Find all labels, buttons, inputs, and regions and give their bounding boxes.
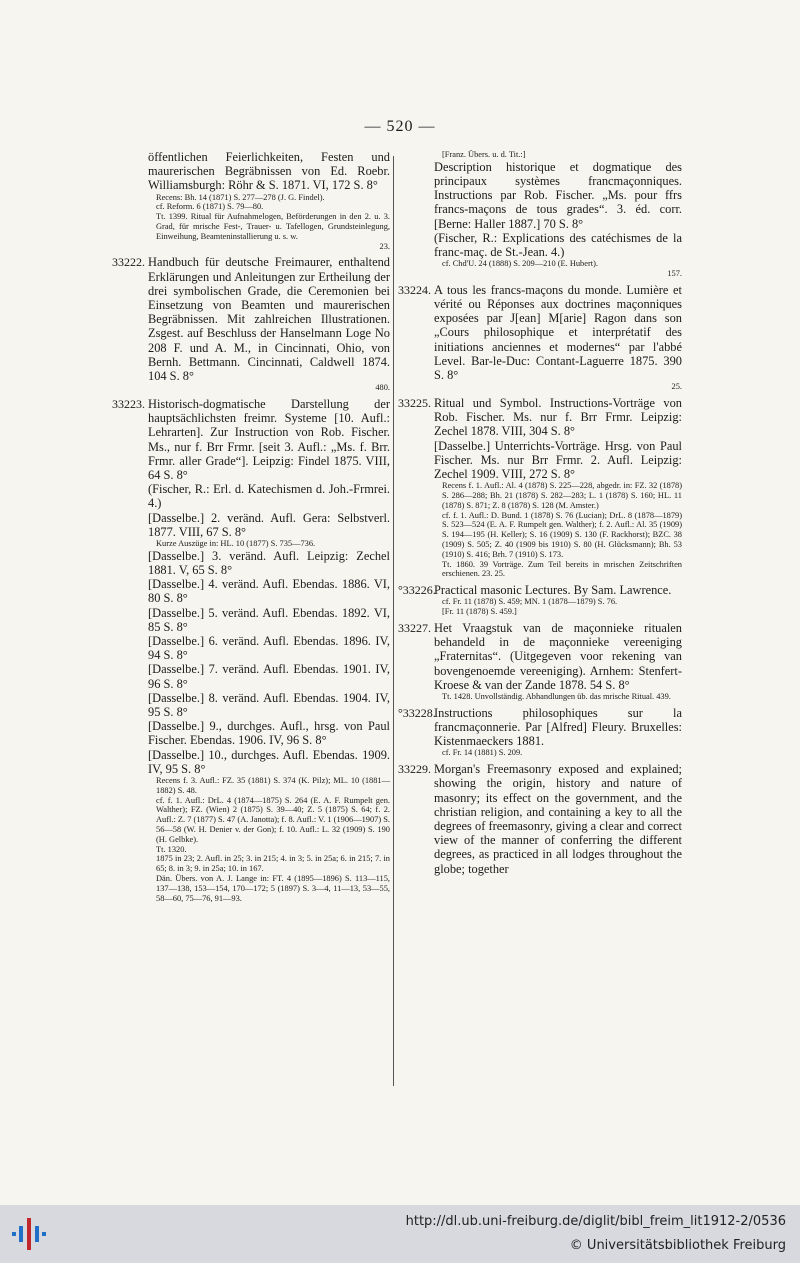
ub-freiburg-logo-icon[interactable] — [10, 1216, 48, 1252]
entry-note: cf. Reform. 6 (1871) S. 79—80. — [156, 202, 264, 212]
entry-note: cf. Chd'U. 24 (1888) S. 209—210 (E. Hubert). — [442, 259, 598, 269]
bibliography-entry — [398, 396, 682, 579]
entry-text: [Dasselbe.] 2. veränd. Aufl. Gera: Selbstverl. 1877. VIII, 67 S. 8° — [148, 510, 390, 539]
entry-note: cf. f. 1. Aufl.: D. Bund. 1 (1878) S. 76 (Lucian); DrL. 8 (1878—1879) S. 523—524 (E. A. F. Rumpelt gen. Walther); f. 2. Aufl.: Al. 35 (1909) S. 194—195 (H. Keller); S. 16 (1909) S. 130 (F. Rackhorst); BZC. 38 (1909) S. 505; Z. 40 (1909 bis 1910) S. 80 (H. Glücksmann); Bh. 53 (1910) S. 416; Brh. 7 (1910) S. 173. — [442, 510, 682, 559]
entry-number: °33228. — [398, 705, 436, 720]
entry-number: 33223. — [112, 397, 145, 412]
entry-note: Recens: Bh. 14 (1871) S. 277—278 (J. G. Findel). — [156, 192, 325, 202]
bibliography-entry — [398, 621, 682, 702]
bibliography-entry — [398, 706, 682, 758]
entry-text: [Dasselbe.] 3. veränd. Aufl. Leipzig: Zechel 1881. V, 65 S. 8° — [148, 548, 390, 578]
entry-note: cf. f. 1. Aufl.: DrL. 4 (1874—1875) S. 264 (E. A. F. Rumpelt gen. Walther); FZ. (Wien) 2 (1875) S. 39—40; Z. 5 (1875) S. 64; f. 2. Aufl.: Z. 7 (1877) S. 47 (A. Janotta); f. 8. Aufl.: V. 1 (1906—1907) S. 56—58 (W. H. Denier v. der Gon); f. 10. Aufl.: L. 32 (1909) S. 190 (H. Gelbke). — [156, 795, 390, 844]
column-left — [112, 150, 390, 907]
entry-note: [Fr. 11 (1878) S. 459.] — [442, 607, 517, 617]
entry-text: A tous les francs-maçons du monde. Lumière et vérité ou Réponses aux doctrines maçonniques exposées par J[ean] M[arie] Ragon dans son „Cours philosophique et interprétatif des initiations anciennes et modernes“ par l'abbé Level. Bar-le-Duc: Contant-Laguerre 1875. 390 S. 8° — [434, 282, 682, 383]
page-number: — 520 — — [364, 118, 436, 135]
entry-body — [434, 706, 682, 758]
entry-note: Recens f. 1. Aufl.: Al. 4 (1878) S. 225—228, abgedr. in: FZ. 32 (1878) S. 286—288; Bh. 21 (1878) S. 282—283; L. 1 (1878) S. 160; HL. 11 (1878) S. 871; Z. 8 (1878) S. 128 (M. Amster.) — [442, 481, 682, 510]
copyright-text: © Universitätsbibliothek Freiburg — [569, 1238, 786, 1253]
entry-number: °33226. — [398, 583, 436, 598]
bibliography-entry — [398, 583, 682, 617]
bibliography-entry — [112, 255, 390, 393]
entry-body — [434, 762, 682, 876]
entry-text: [Dasselbe.] 5. veränd. Aufl. Ebendas. 1892. VI, 85 S. 8° — [148, 605, 390, 634]
entry-number: 33227. — [398, 621, 431, 636]
entry-body — [148, 397, 390, 903]
entry-text: [Dasselbe.] 6. veränd. Aufl. Ebendas. 1896. IV, 94 S. 8° — [148, 634, 390, 663]
entry-note: 1875 in 23; 2. Aufl. in 25; 3. in 215; 4. in 3; 5. in 25a; 6. in 215; 7. in 65; 8. in 3; 9. in 25a; 10. in 167. — [156, 854, 390, 874]
entry-body — [434, 621, 682, 702]
entry-text: Historisch-dogmatische Darstellung der hauptsächlichsten freimr. Systeme [10. Aufl.: Lehrarten]. Zur Instruction von Rob. Fischer. Ms., nur f. Brr Frmr. [seit 3. Aufl.: „Ms. f. Brr. Frmr. aller Grade“]. Leipzig: Findel 1875. VIII, 64 S. 8° — [148, 397, 390, 483]
entry-text: Morgan's Freemasonry exposed and explained; showing the origin, history and nature of masonry; its effect on the government, and the christian religion, and containing a key to all the degrees of freemasonry, giving a clear and correct view of the manner of conferring the different degrees, as practiced in all lodges throughout the globe; together — [434, 762, 682, 876]
entry-body — [434, 583, 682, 617]
library-sigla: 480. — [375, 383, 390, 393]
entry-note: Tt. 1428. Unvollständig. Abhandlungen üb. das mrische Ritual. 439. — [442, 692, 671, 702]
bibliography-entry — [112, 397, 390, 903]
entry-body — [434, 396, 682, 579]
entry-text: Het Vraagstuk van de maçonnieke ritualen behandeld in de maçonnieke vereeniging „Fraternitas“. (Uitgegeven voor rekening van bovengenoemde vereeniging). Arnhem: Stenfert-Kroese & van der Zande 1878. 54 S. 8° — [434, 621, 682, 692]
entry-text: [Dasselbe.] 4. veränd. Aufl. Ebendas. 1886. VI, 80 S. 8° — [148, 577, 390, 606]
bibliography-entry — [112, 150, 390, 251]
library-sigla: 157. — [667, 269, 682, 279]
column-divider — [393, 156, 394, 1086]
entry-note: Recens f. 3. Aufl.: FZ. 35 (1881) S. 374 (K. Pilz); ML. 10 (1881—1882) S. 48. — [156, 776, 390, 795]
entry-text: [Dasselbe.] 9., durchges. Aufl., hrsg. von Paul Fischer. Ebendas. 1906. IV, 96 S. 8° — [148, 719, 390, 748]
entry-note: Tt. 1399. Ritual für Aufnahmelogen, Beförderungen in den 2. u. 3. Grad, für mrische Fest-, Trauer- u. Tafellogen, Grundsteinlegung, Einweihung, Beamteninstallierung u. s. w. — [156, 212, 390, 241]
entry-note: [Franz. Übers. u. d. Tit.:] — [442, 150, 526, 159]
entry-text: Instructions philosophiques sur la francmaçonnerie. Par [Alfred] Fleury. Bruxelles: Kistenmaeckers 1881. — [434, 705, 682, 749]
library-sigla: 23. — [379, 241, 390, 251]
entry-note: cf. Fr. 14 (1881) S. 209. — [442, 748, 523, 758]
library-sigla: 25. — [671, 382, 682, 392]
entry-text: Practical masonic Lectures. By Sam. Lawrence. — [434, 583, 672, 598]
entry-number: 33224. — [398, 282, 431, 297]
entry-note: Kurze Auszüge in: HL. 10 (1877) S. 735—736. — [156, 539, 316, 549]
page-url-link[interactable]: http://dl.ub.uni-freiburg.de/diglit/bibl_freim_lit1912-2/0536 — [405, 1214, 786, 1229]
entry-number: 33229. — [398, 762, 431, 777]
entry-text: Description historique et dogmatique des principaux systèmes francmaçonniques. Instructions par Rob. Fischer. „Ms. pour ffrs francs-maçons de tous grades“. 3. éd. corr. [Berne: Haller 1887.] 70 S. 8° — [434, 159, 682, 231]
entry-number: 33225. — [398, 396, 431, 411]
entry-note: Dän. Übers. von A. J. Lange in: FT. 4 (1895—1896) S. 113—115, 137—138, 153—154, 170—172; 5 (1897) S. 3—4, 11—13, 53—55, 58—60, 75—76, 91—93. — [156, 874, 390, 903]
entry-note: Tt. 1320. — [156, 844, 187, 854]
viewer-footer — [0, 1205, 800, 1263]
bibliography-entry — [398, 150, 682, 279]
entry-body — [148, 255, 390, 393]
entry-text: Handbuch für deutsche Freimaurer, enthaltend Erklärungen und Anleitungen zur Ertheilung der drei symbolischen Grade, die Ceremonien bei Einsetzung von Beamten und maurerischen Begräbnissen. Mit zahlreichen Illustrationen. Zsgest. auf Beschluss der Hanselmann Loge No 208 F. und A. M., in Cincinnati, Ohio, von Bernh. Bettmann. Cincinnati, Caldwell 1874. 104 S. 8° — [148, 255, 390, 384]
entry-body — [434, 150, 682, 279]
entry-note: cf. Fr. 11 (1878) S. 459; MN. 1 (1878—1879) S. 76. — [442, 597, 618, 607]
entry-body — [148, 150, 390, 251]
bibliography-entry — [398, 283, 682, 392]
column-right — [398, 150, 682, 880]
entry-number: 33222. — [112, 255, 145, 270]
entry-text: [Dasselbe.] 10., durchges. Aufl. Ebendas. 1909. IV, 95 S. 8° — [148, 747, 390, 776]
entry-body — [434, 283, 682, 392]
entry-text: öffentlichen Feierlichkeiten, Festen und maurerischen Begräbnissen von Ed. Roebr. Williamsburgh: Röhr & S. 1871. VI, 172 S. 8° — [148, 150, 390, 193]
entry-text: [Dasselbe.] Unterrichts-Vorträge. Hrsg. von Paul Fischer. Ms. nur Brr Frmr. 2. Aufl. Leipzig: Zechel 1909. VIII, 272 S. 8° — [434, 438, 682, 482]
bibliography-entry — [398, 762, 682, 876]
entry-text: [Dasselbe.] 8. veränd. Aufl. Ebendas. 1904. IV, 95 S. 8° — [148, 690, 390, 720]
entry-note: Tt. 1860. 39 Vorträge. Zum Teil bereits in mrischen Zeitschriften erschienen. 23. 25. — [442, 559, 682, 579]
entry-text: (Fischer, R.: Erl. d. Katechismen d. Joh.-Frmrei. 4.) — [148, 482, 390, 511]
entry-text: (Fischer, R.: Explications des catéchismes de la franc-maç. de St.-Jean. 4.) — [434, 230, 682, 260]
entry-text: Ritual und Symbol. Instructions-Vorträge von Rob. Fischer. Ms. nur f. Brr Frmr. Leipzig: Zechel 1878. VIII, 304 S. 8° — [434, 396, 682, 439]
entry-text: [Dasselbe.] 7. veränd. Aufl. Ebendas. 1901. IV, 96 S. 8° — [148, 662, 390, 691]
